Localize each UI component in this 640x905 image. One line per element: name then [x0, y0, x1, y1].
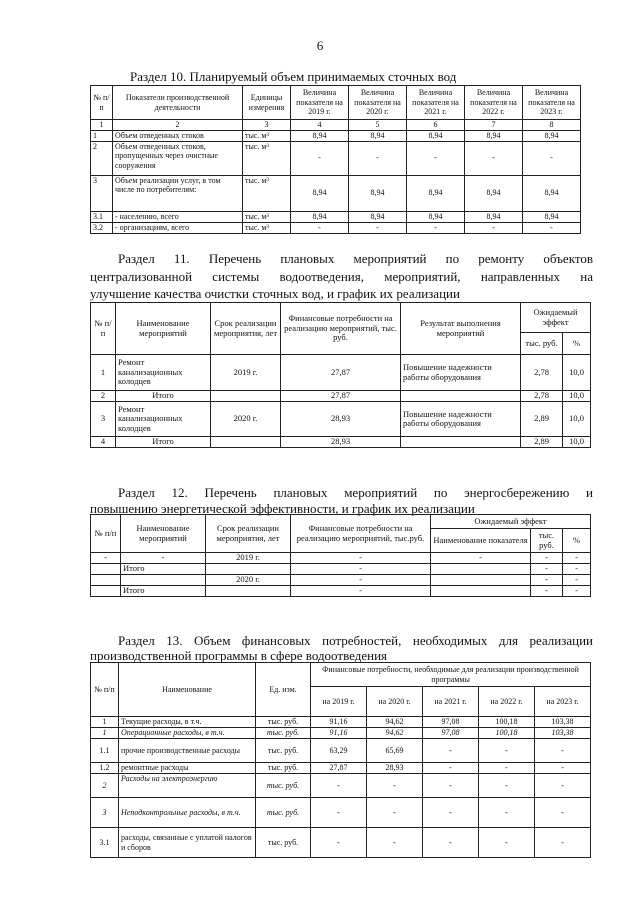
- cell: [211, 437, 281, 448]
- cell: 8,94: [523, 211, 581, 222]
- cell: -: [563, 575, 591, 586]
- header-cell: Финансовые потребности, необходимые для реализации производственной программы: [311, 663, 591, 687]
- cell: 8,94: [523, 130, 581, 141]
- table-row: [91, 437, 591, 448]
- cell: 3: [91, 175, 113, 211]
- cell: -: [367, 828, 423, 858]
- cell: -: [563, 553, 591, 564]
- cell: -: [311, 828, 367, 858]
- table-row: [91, 798, 591, 828]
- cell: 63,29: [311, 739, 367, 763]
- cell: -: [465, 222, 523, 233]
- header-cell: Наименование: [119, 663, 256, 717]
- table-row: [91, 211, 581, 222]
- table-row: [91, 739, 591, 763]
- table-row: [91, 774, 591, 798]
- header-cell: № п/п: [91, 86, 113, 120]
- cell: Операционные расходы, в т.ч.: [119, 728, 256, 739]
- cell: -: [291, 222, 349, 233]
- cell: -: [291, 575, 431, 586]
- cell: -: [479, 798, 535, 828]
- cell: 10,0: [563, 437, 591, 448]
- cell: 8,94: [291, 211, 349, 222]
- cell: -: [531, 586, 563, 597]
- header-cell: № п/п: [91, 663, 119, 717]
- header-cell: Срок реализации мероприятия, лет: [211, 303, 281, 355]
- table-row: [91, 222, 581, 233]
- table-row: [91, 728, 591, 739]
- header-cell: Величина показателя на 2022 г.: [465, 86, 523, 120]
- cell: [91, 586, 121, 597]
- header-cell: Показатели производственной деятельности: [113, 86, 243, 120]
- cell: 2020 г.: [206, 575, 291, 586]
- header-cell: Величина показателя на 2021 г.: [407, 86, 465, 120]
- cell: 8: [523, 120, 581, 131]
- header-cell: Наименование мероприятий: [121, 515, 206, 553]
- cell: Итого: [116, 391, 211, 402]
- cell: 10,0: [563, 402, 591, 437]
- cell: 3: [91, 798, 119, 828]
- table-header: [91, 515, 591, 529]
- cell: 28,93: [281, 402, 401, 437]
- cell: -: [523, 222, 581, 233]
- cell: прочие производственные расходы: [119, 739, 256, 763]
- section-11-title-line3: улучшение качества очистки сточных вод, и график их реализации: [90, 286, 460, 301]
- cell: [431, 575, 531, 586]
- cell: -: [407, 141, 465, 175]
- table-header: [91, 86, 581, 120]
- header-cell: на 2019 г.: [311, 687, 367, 717]
- cell: 3: [91, 402, 116, 437]
- header-cell: на 2020 г.: [367, 687, 423, 717]
- section-12-title-line2: повышению энергетической эффективности, и график их реализации: [90, 501, 475, 516]
- cell: тыс. м³: [243, 130, 291, 141]
- cell: -: [563, 564, 591, 575]
- table-row: [91, 763, 591, 774]
- table-header: [91, 663, 591, 687]
- cell: 4: [291, 120, 349, 131]
- cell: 103,38: [535, 728, 591, 739]
- table-row: [91, 586, 591, 597]
- cell: -: [407, 222, 465, 233]
- cell: 65,69: [367, 739, 423, 763]
- cell: -: [523, 141, 581, 175]
- section-11-title-line2: централизованной системы водоотведения, мероприятий, направленных на: [90, 269, 593, 284]
- cell: 100,18: [479, 717, 535, 728]
- header-cell: на 2023 г.: [535, 687, 591, 717]
- cell: -: [311, 774, 367, 798]
- cell: тыс. м³: [243, 175, 291, 211]
- table-s12: [90, 514, 591, 597]
- cell: -: [423, 763, 479, 774]
- cell: 1: [91, 130, 113, 141]
- cell: Объем реализации услуг, в том числе по потребителям:: [113, 175, 243, 211]
- cell: [91, 564, 121, 575]
- cell: Итого: [121, 586, 206, 597]
- cell: -: [531, 564, 563, 575]
- table-row: [91, 575, 591, 586]
- cell: -: [479, 763, 535, 774]
- cell: тыс. руб.: [256, 798, 311, 828]
- table-row: [91, 564, 591, 575]
- cell: -: [535, 774, 591, 798]
- cell: 27,87: [281, 355, 401, 391]
- table-s13: [90, 662, 591, 858]
- cell: -: [367, 774, 423, 798]
- cell: [206, 564, 291, 575]
- table-row: [91, 130, 581, 141]
- cell: тыс. руб.: [256, 739, 311, 763]
- table-s10: [90, 85, 581, 234]
- header-cell: Наименование мероприятий: [116, 303, 211, 355]
- cell: 97,08: [423, 728, 479, 739]
- table-row: [91, 553, 591, 564]
- cell: -: [535, 763, 591, 774]
- cell: -: [531, 575, 563, 586]
- cell: 2,78: [521, 391, 563, 402]
- header-cell: Финансовые потребности на реализацию мероприятий, тыс. руб.: [281, 303, 401, 355]
- cell: 2: [91, 391, 116, 402]
- header-cell: Финансовые потребности на реализацию мероприятий, тыс.руб.: [291, 515, 431, 553]
- cell: -: [563, 586, 591, 597]
- cell: -: [91, 553, 121, 564]
- header-cell: № п/п: [91, 515, 121, 553]
- cell: тыс. руб.: [256, 763, 311, 774]
- cell: 8,94: [407, 211, 465, 222]
- cell: 8,94: [349, 175, 407, 211]
- cell: -: [423, 798, 479, 828]
- section-10-title: Раздел 10. Планируемый объем принимаемых сточных вод: [130, 69, 457, 84]
- table-header: [91, 303, 591, 333]
- cell: 94,62: [367, 717, 423, 728]
- cell: 7: [465, 120, 523, 131]
- cell: - населению, всего: [113, 211, 243, 222]
- cell: Объем отведенных стоков, пропущенных через очистные сооружения: [113, 141, 243, 175]
- cell: -: [479, 828, 535, 858]
- cell: [431, 564, 531, 575]
- cell: 27,87: [311, 763, 367, 774]
- cell: -: [349, 222, 407, 233]
- cell: 8,94: [465, 130, 523, 141]
- cell: 28,93: [281, 437, 401, 448]
- cell: 100,18: [479, 728, 535, 739]
- cell: -: [535, 798, 591, 828]
- cell: 1.2: [91, 763, 119, 774]
- cell: 4: [91, 437, 116, 448]
- cell: 94,62: [367, 728, 423, 739]
- cell: [401, 391, 521, 402]
- cell: 27,87: [281, 391, 401, 402]
- table-row: [91, 175, 581, 211]
- cell: 8,94: [407, 175, 465, 211]
- cell: 8,94: [349, 130, 407, 141]
- cell: 8,94: [465, 211, 523, 222]
- cell: Неподконтрольные расходы, в т.ч.: [119, 798, 256, 828]
- column-numbers-row: [91, 120, 581, 131]
- cell: 3: [243, 120, 291, 131]
- cell: -: [423, 828, 479, 858]
- cell: Повышение надежности работы оборудования: [401, 355, 521, 391]
- cell: 3.1: [91, 211, 113, 222]
- table-s11: [90, 302, 591, 448]
- cell: 2019 г.: [211, 355, 281, 391]
- table-row: [91, 402, 591, 437]
- header-cell: тыс. руб.: [521, 333, 563, 355]
- header-cell: Результат выполнения мероприятий: [401, 303, 521, 355]
- cell: -: [349, 141, 407, 175]
- cell: 8,94: [523, 175, 581, 211]
- table-row: [91, 355, 591, 391]
- cell: 2: [91, 774, 119, 798]
- cell: -: [479, 774, 535, 798]
- header-cell: %: [563, 333, 591, 355]
- header-cell: Ожидаемый эффект: [431, 515, 591, 529]
- cell: 2,89: [521, 437, 563, 448]
- cell: -: [465, 141, 523, 175]
- cell: 2: [91, 141, 113, 175]
- header-cell: Единицы измерения: [243, 86, 291, 120]
- header-cell: Величина показателя на 2023 г.: [523, 86, 581, 120]
- cell: -: [121, 553, 206, 564]
- header-cell: на 2022 г.: [479, 687, 535, 717]
- cell: 91,16: [311, 717, 367, 728]
- cell: -: [431, 553, 531, 564]
- section-13-title-line2: производственной программы в сфере водоотведения: [90, 648, 388, 663]
- cell: 2,78: [521, 355, 563, 391]
- cell: -: [311, 798, 367, 828]
- cell: расходы, связанные с уплатой налогов и сборов: [119, 828, 256, 858]
- header-cell: Наименование показателя: [431, 529, 531, 553]
- cell: 91,16: [311, 728, 367, 739]
- header-cell: № п/п: [91, 303, 116, 355]
- cell: тыс. руб.: [256, 828, 311, 858]
- cell: Ремонт канализационных колодцев: [116, 402, 211, 437]
- section-11-title: Раздел 11. Перечень плановых мероприятий по ремонту объектов: [118, 251, 593, 266]
- cell: 10,0: [563, 355, 591, 391]
- cell: 8,94: [349, 211, 407, 222]
- cell: -: [479, 739, 535, 763]
- cell: [206, 586, 291, 597]
- cell: Объем отведенных стоков: [113, 130, 243, 141]
- cell: 6: [407, 120, 465, 131]
- cell: Итого: [121, 564, 206, 575]
- header-cell: Величина показателя на 2020 г.: [349, 86, 407, 120]
- cell: -: [367, 798, 423, 828]
- cell: 8,94: [291, 175, 349, 211]
- cell: [431, 586, 531, 597]
- cell: 2019 г.: [206, 553, 291, 564]
- cell: 1.1: [91, 739, 119, 763]
- header-cell: Ед. изм.: [256, 663, 311, 717]
- cell: 1: [91, 728, 119, 739]
- cell: 8,94: [291, 130, 349, 141]
- cell: -: [291, 564, 431, 575]
- table-row: [91, 717, 591, 728]
- cell: 1: [91, 717, 119, 728]
- page-number: 6: [316, 38, 324, 53]
- cell: -: [423, 774, 479, 798]
- cell: [211, 391, 281, 402]
- cell: Ремонт канализационных колодцев: [116, 355, 211, 391]
- cell: тыс. м³: [243, 222, 291, 233]
- cell: -: [531, 553, 563, 564]
- header-cell: на 2021 г.: [423, 687, 479, 717]
- header-cell: Величина показателя на 2019 г.: [291, 86, 349, 120]
- cell: ремонтные расходы: [119, 763, 256, 774]
- cell: [401, 437, 521, 448]
- cell: -: [423, 739, 479, 763]
- cell: 8,94: [407, 130, 465, 141]
- cell: 97,08: [423, 717, 479, 728]
- cell: тыс. м³: [243, 211, 291, 222]
- cell: 8,94: [465, 175, 523, 211]
- cell: -: [291, 553, 431, 564]
- cell: 10,0: [563, 391, 591, 402]
- cell: 3.2: [91, 222, 113, 233]
- cell: Расходы на электроэнергию: [119, 774, 256, 798]
- table-row: [91, 391, 591, 402]
- cell: - организациям, всего: [113, 222, 243, 233]
- cell: -: [291, 586, 431, 597]
- cell: 1: [91, 120, 113, 131]
- cell: Текущие расходы, в т.ч.: [119, 717, 256, 728]
- cell: тыс. м³: [243, 141, 291, 175]
- cell: [91, 575, 121, 586]
- cell: Повышение надежности работы оборудования: [401, 402, 521, 437]
- cell: тыс. руб.: [256, 728, 311, 739]
- cell: -: [535, 828, 591, 858]
- cell: 2020 г.: [211, 402, 281, 437]
- section-12-title: Раздел 12. Перечень плановых мероприятий по энергосбережению и: [118, 485, 593, 500]
- cell: тыс. руб.: [256, 774, 311, 798]
- cell: [121, 575, 206, 586]
- table-row: [91, 141, 581, 175]
- header-cell: Ожидаемый эффект: [521, 303, 591, 333]
- header-cell: %: [563, 529, 591, 553]
- cell: 2,89: [521, 402, 563, 437]
- cell: -: [535, 739, 591, 763]
- cell: тыс. руб.: [256, 717, 311, 728]
- header-cell: Срок реализации мероприятия, лет: [206, 515, 291, 553]
- cell: 103,38: [535, 717, 591, 728]
- header-cell: тыс. руб.: [531, 529, 563, 553]
- cell: 5: [349, 120, 407, 131]
- table-row: [91, 828, 591, 858]
- section-13-title: Раздел 13. Объем финансовых потребностей, необходимых для реализации: [118, 633, 593, 648]
- cell: 28,93: [367, 763, 423, 774]
- cell: -: [291, 141, 349, 175]
- cell: Итого: [116, 437, 211, 448]
- cell: 2: [113, 120, 243, 131]
- cell: 1: [91, 355, 116, 391]
- cell: 3.1: [91, 828, 119, 858]
